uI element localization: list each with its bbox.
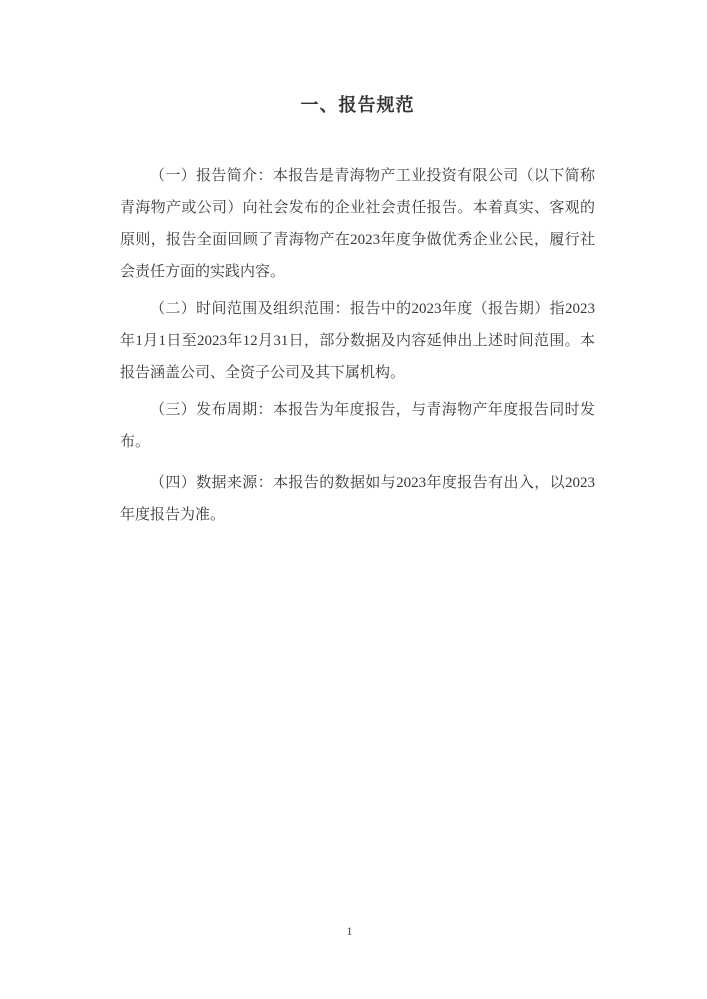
section-title: 一、报告规范 xyxy=(300,95,415,115)
page-number: 1 xyxy=(346,924,353,938)
paragraph-report-intro: （一）报告简介：本报告是青海物产工业投资有限公司（以下简称青海物产或公司）向社会发布的企业社会责任报告。本着真实、客观的原则，报告全面回顾了青海物产在2023年度争做优秀企业公民，履行社会责任方面的实践内容。 xyxy=(120,168,595,280)
paragraph-time-scope: （二）时间范围及组织范围：报告中的2023年度（报告期）指2023年1月1日至2023年12月31日，部分数据及内容延伸出上述时间范围。本报告涵盖公司、全资子公司及其下属机构。 xyxy=(120,301,595,381)
paragraph-release-cycle: （三）发布周期：本报告为年度报告，与青海物产年度报告同时发布。 xyxy=(120,402,595,450)
paragraph-data-source: （四）数据来源：本报告的数据如与2023年度报告有出入，以2023年度报告为准。 xyxy=(120,475,595,523)
document-body xyxy=(120,160,595,531)
